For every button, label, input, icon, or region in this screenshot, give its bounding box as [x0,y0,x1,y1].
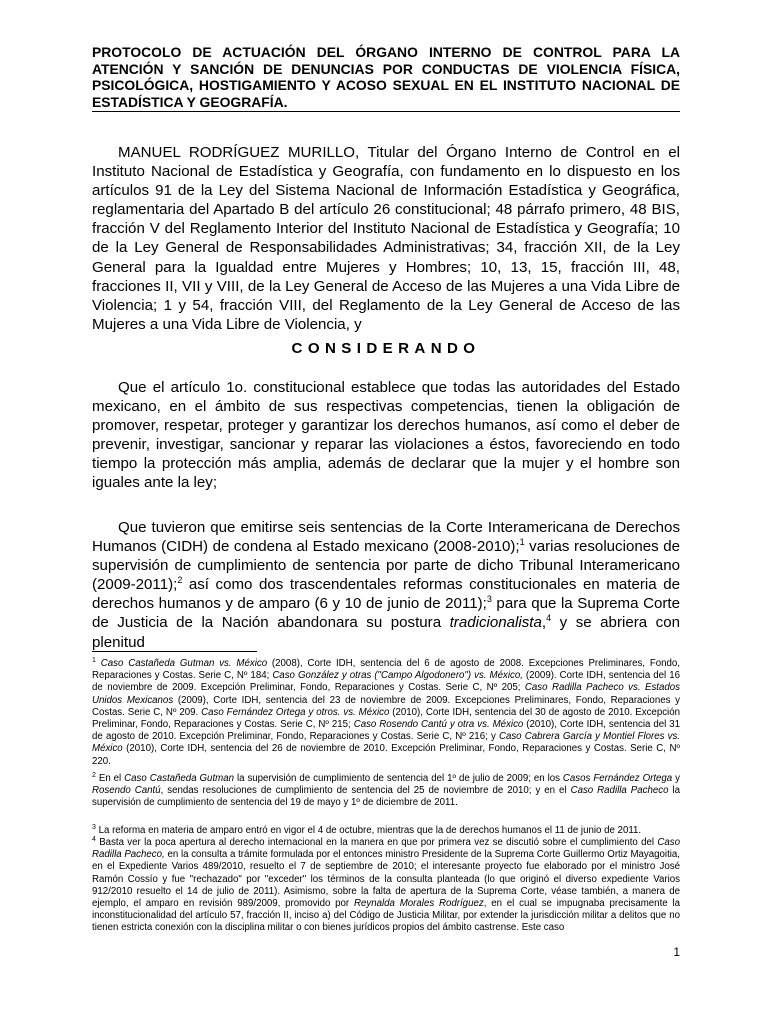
paragraph-text: y se abriera con plenitud [92,614,680,651]
paragraph-text: , [541,614,547,632]
considerando-heading: CONSIDERANDO [291,340,481,357]
footnote-ref-1[interactable]: 1 [519,537,525,548]
considerando-paragraph-1: Que el artículo 1o. constitucional establece que todas las autoridades del Estado mexicano, en el ámbito de sus respectivas competencias, tienen la obligación de promover, respetar, proteger y garantizar los derechos humanos, así como el deber de prevenir, investigar, sancionar y reparar las violaciones a éstos, favoreciendo en todo tiempo la protección más amplia, además de declarar que la mujer y el hombre son iguales ante la ley; [92,379,680,492]
footnote-text: En el [95,773,125,784]
footnote-number: 4 [92,835,96,843]
case-name: Caso Rosendo Cantú y otra vs. México [353,719,524,731]
case-name: Caso Castañeda Gutman [124,773,234,784]
paragraph-text: para que la Suprema Corte de Justicia de la Nación abandonara su postura [92,595,680,632]
footnote-text: (2009). Corte IDH, sentencia del 16 de noviembre de 2009. Excepción Preliminar, Fondo, Reparaciones y Costas. Serie C, Nº 205; [92,670,680,694]
considerando-paragraph-2 [92,518,680,652]
footnote-text: , sendas resoluciones de cumplimiento de sentencia del 25 de noviembre de 2010; y en el [160,785,571,797]
case-name: Caso Radilla Pacheco vs. Estados Unidos Mexicanos [92,682,680,706]
case-name: Caso Castañeda Gutman vs. México [100,658,268,669]
footnote-text: (2010), Corte IDH, sentencia del 31 de agosto de 2010. Excepción Preliminar, Fondo, Reparaciones y Costas. Serie C, Nº 216; y [92,719,680,743]
footnote-text: (2010), Corte IDH, sentencia del 30 de agosto de 2010. Excepción Preliminar, Fondo, Reparaciones y Costas. Serie C, Nº 215; [92,706,680,731]
case-name: Casos Fernández Ortega [562,773,673,784]
case-name: Caso González y otras ("Campo Algodonero") vs. México, [272,670,523,682]
footnote-text: en la consulta a trámite formulada por el entonces ministro Presidente de la Suprema Corte Guillermo Ortiz Mayagoitia, en el Expediente Varios 489/2010, resuelto el 7 de septiembre de 2010; el interesante proyecto fue elaborado por el ministro José Ramón Cossío y fue "rechazado" por "exceder" los términos de la consulta planteada (lo que originó el diverso expediente Varios 912/2010 resuelto el 14 de julio de 2011). Asimismo, sobre la falta de apertura de la Suprema Corte, véase también, a manera de ejemplo, el amparo en revisión 989/2009, promovido por [92,849,680,910]
footnote-text: la supervisión de cumplimiento de sentencia del 1º de julio de 2009; en los [234,773,563,784]
footnote-4 [92,837,680,935]
case-name: Rosendo Cantú [92,785,161,797]
footnote-text: (2010), Corte IDH, sentencia del 26 de noviembre de 2010. Excepción Preliminar, Fondo, Reparaciones y Costas. Serie C, Nº 220. [92,743,680,767]
italic-term: tradicionalista [449,614,542,632]
person-name: Reynalda Morales Rodríguez [353,898,484,910]
footnote-separator [92,651,257,652]
document-title: PROTOCOLO DE ACTUACIÓN DEL ÓRGANO INTERNO DE CONTROL PARA LA ATENCIÓN Y SANCIÓN DE DENUNCIAS POR CONDUCTAS DE VIOLENCIA FÍSICA, PSICOLÓGICA, HOSTIGAMIENTO Y ACOSO SEXUAL EN EL INSTITUTO NACIONAL DE ESTADÍSTICA Y GEOGRAFÍA. [92,44,680,110]
paragraph-text: así como dos trascendentales reformas constitucionales en materia de derechos humanos y de amparo (6 y 10 de junio de 2011); [92,576,680,613]
case-name: Caso Fernández Ortega y otros. vs. México [201,706,390,718]
footnote-text: Basta ver la poca apertura al derecho internacional en la manera en que por primera vez se discutió sobre el cumplimiento del [95,837,658,848]
case-name: Caso Radilla Pacheco [570,785,669,797]
footnote-text: la supervisión de cumplimiento de sentencia del 19 de mayo y 1º de diciembre de 2011. [92,785,680,809]
case-name: Caso Cabrera García y Montiel Flores vs. México [92,731,680,755]
footnote-text: (2009), Corte IDH, sentencia del 23 de noviembre de 2009. Excepciones Preliminares, Fondo, Reparaciones y Costas. Serie C, Nº 209. [92,694,680,718]
footnote-text: (2008), Corte IDH, sentencia del 6 de agosto de 2008. Excepciones Preliminares, Fondo, Reparaciones y Costas. Serie C, Nº 184; [92,658,680,682]
footnote-ref-4[interactable]: 4 [546,613,552,624]
footnote-number: 1 [92,656,96,664]
footnote-ref-3[interactable]: 3 [486,594,492,605]
title-underline [92,111,680,112]
footnote-number: 3 [92,823,96,831]
footnote-2 [92,773,680,810]
paragraph-text: Que tuvieron que emitirse seis sentencias de la Corte Interamericana de Derechos Humanos (CIDH) de condena al Estado mexicano (2008-2010); [92,519,680,556]
page-number: 1 [673,945,680,959]
footnote-text: , en el cual se impugnaba precisamente la inconstitucionalidad del artículo 57, fracción II, inciso a) del Código de Justicia Militar, por extender la jurisdicción militar a delitos que no tienen estricta conexión con la disciplina militar o con bienes jurídicos propios del ámbito castrense. Este caso [92,898,680,934]
case-name: Caso Radilla Pacheco, [92,837,680,861]
footnote-text: y [672,773,680,784]
footnote-text: La reforma en materia de amparo entró en vigor el 4 de octubre, mientras que la de derechos humanos el 11 de junio de 2011. [95,825,642,836]
footnote-number: 2 [92,771,96,779]
footnote-1 [92,658,680,768]
intro-paragraph: MANUEL RODRÍGUEZ MURILLO, Titular del Órgano Interno de Control en el Instituto Nacional de Estadística y Geografía, con fundamento en lo dispuesto en los artículos 91 de la Ley del Sistema Nacional de Información Estadística y Geográfica, reglamentaria del Apartado B del artículo 26 constitucional; 48 párrafo primero, 48 BIS, fracción V del Reglamento Interior del Instituto Nacional de Estadística y Geografía; 10 de la Ley General de Responsabilidades Administrativas; 34, fracción XII, de la Ley General para la Igualdad entre Mujeres y Hombres; 10, 13, 15, fracción III, 48, fracciones II, VII y VIII, de la Ley General de Acceso de las Mujeres a una Vida Libre de Violencia; 1 y 54, fracción VIII, del Reglamento de la Ley General de Acceso de las Mujeres a una Vida Libre de Violencia, y [92,144,680,333]
footnote-ref-2[interactable]: 2 [177,575,183,586]
paragraph-text: varias resoluciones de supervisión de cumplimiento de sentencia por parte de dicho Tribunal Interamericano (2009-2011); [92,538,680,594]
footnote-3 [92,825,680,837]
